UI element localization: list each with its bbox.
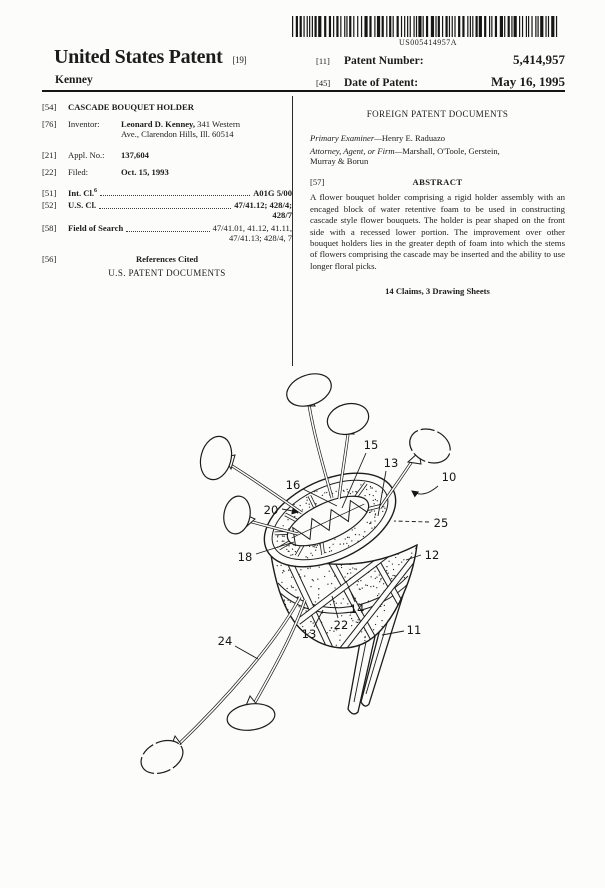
inventor-value bbox=[121, 120, 240, 139]
patent-date-label: Date of Patent: bbox=[344, 77, 419, 89]
field-tag: [22] bbox=[42, 166, 57, 177]
filed-label: Filed: bbox=[68, 166, 89, 177]
abstract-title: ABSTRACT bbox=[412, 177, 463, 187]
patent-number-value: 5,414,957 bbox=[513, 52, 565, 67]
patent-number-tag: [11] bbox=[316, 56, 330, 66]
figure-label: 22 bbox=[333, 618, 349, 632]
us-cl-value1: 47/41.12; 428/4; bbox=[234, 200, 292, 211]
dot-leader bbox=[126, 231, 209, 232]
dot-leader bbox=[100, 195, 250, 196]
invention-title: CASCADE BOUQUET HOLDER bbox=[68, 102, 194, 112]
examiner-line bbox=[310, 134, 565, 143]
figure-label: 15 bbox=[363, 438, 379, 452]
inventor-label: Inventor: bbox=[68, 119, 100, 130]
flower-head bbox=[282, 368, 335, 412]
right-column bbox=[310, 98, 565, 297]
field-of-search-value2: 47/41.13; 428/4, 7 bbox=[228, 232, 292, 243]
flower-head bbox=[324, 399, 372, 439]
examiner-name: Henry E. Raduazo bbox=[381, 133, 446, 144]
figure-label: 13 bbox=[301, 627, 317, 641]
flower-head bbox=[221, 494, 253, 536]
figure-label: 18 bbox=[237, 550, 253, 564]
figure-label: 12 bbox=[424, 548, 440, 562]
references-cited-title: References Cited bbox=[135, 253, 199, 264]
int-cl-row bbox=[42, 187, 292, 198]
abstract-text: A flower bouquet holder comprising a rigid holder assembly with an encaged block of water retentive foam to be used in constructing cascade style flower bouquets. The holder is pear shaped on the front side with a recessed lower portion. The improvement over other bouquet holders lies in the greater depth of foam into which the stems of flowers comprising the cascade may be inserted and the ability to use longer floral picks. bbox=[310, 192, 565, 271]
page-title bbox=[54, 46, 246, 69]
examiner-label: Primary Examiner— bbox=[310, 133, 382, 144]
figure-label: 10 bbox=[441, 470, 457, 484]
int-cl-superscript: 6 bbox=[94, 188, 98, 195]
dot-leader bbox=[99, 208, 231, 209]
inventor-address1: 341 Western bbox=[197, 119, 240, 130]
field-tag: [56] bbox=[42, 253, 57, 264]
patent-date-row bbox=[316, 74, 565, 90]
column-divider bbox=[292, 96, 293, 366]
abstract-heading bbox=[310, 178, 565, 187]
us-cl-value2: 428/7 bbox=[272, 209, 292, 220]
attorney-names1: Marshall, O'Toole, Gerstein, bbox=[402, 145, 500, 156]
leader-line bbox=[412, 486, 438, 494]
united-states-patent-title: United States Patent bbox=[54, 46, 223, 68]
flower-head bbox=[225, 701, 276, 733]
patent-drawing bbox=[0, 360, 605, 840]
inventor-row bbox=[42, 120, 292, 139]
figure-label: 14 bbox=[349, 602, 365, 616]
leader-line bbox=[394, 521, 429, 522]
field-of-search-label: Field of Search bbox=[68, 223, 124, 234]
attorney-names2: Murray & Borun bbox=[310, 156, 369, 167]
us-cl-row bbox=[42, 201, 292, 210]
filed-row bbox=[42, 168, 292, 177]
field-tag: [52] bbox=[42, 200, 57, 211]
field-tag: [58] bbox=[42, 223, 57, 234]
field-tag: [21] bbox=[42, 150, 57, 161]
kind-code-tag: [19] bbox=[232, 55, 247, 65]
figure-label: 16 bbox=[285, 478, 301, 492]
us-patent-documents-title: U.S. PATENT DOCUMENTS bbox=[108, 268, 226, 279]
filed-value: Oct. 15, 1993 bbox=[121, 166, 169, 177]
attorney-label: Attorney, Agent, or Firm— bbox=[310, 145, 403, 156]
flower-head bbox=[196, 433, 236, 483]
barcode-text: US005414957A bbox=[398, 38, 457, 47]
field-of-search-value1: 47/41.01, 41.12, 41.11, bbox=[212, 223, 292, 234]
figure-label: 20 bbox=[263, 503, 279, 517]
foreign-patent-documents-title: FOREIGN PATENT DOCUMENTS bbox=[366, 109, 509, 119]
inventor-name: Leonard D. Kenney, bbox=[121, 119, 196, 130]
field-tag: [76] bbox=[42, 119, 57, 130]
appl-no-value: 137,604 bbox=[121, 150, 149, 161]
inventor-surname: Kenney bbox=[55, 74, 93, 86]
appl-no-row bbox=[42, 151, 292, 160]
figure-label: 24 bbox=[217, 634, 233, 648]
figure-label: 13 bbox=[383, 456, 399, 470]
field-tag: [51] bbox=[42, 187, 57, 198]
patent-number-row bbox=[316, 52, 565, 68]
references-cited-heading bbox=[42, 255, 292, 264]
header-rule bbox=[42, 90, 565, 92]
figure-label: 25 bbox=[433, 516, 449, 530]
left-column bbox=[42, 98, 292, 285]
claims-note: 14 Claims, 3 Drawing Sheets bbox=[385, 286, 490, 297]
patent-number-label: Patent Number: bbox=[344, 55, 424, 67]
appl-no-label: Appl. No.: bbox=[68, 150, 105, 161]
patent-date-tag: [45] bbox=[316, 78, 331, 88]
field-tag: [57] bbox=[310, 177, 325, 187]
us-cl-label: U.S. Cl. bbox=[68, 200, 97, 211]
invention-title-row bbox=[42, 103, 292, 112]
barcode bbox=[292, 16, 565, 37]
leader-line bbox=[235, 646, 258, 659]
int-cl-label: Int. Cl.$^6$ bbox=[68, 187, 98, 198]
patent-date-value: May 16, 1995 bbox=[490, 74, 565, 89]
figure-label: 11 bbox=[406, 623, 422, 637]
attorney-line bbox=[310, 146, 565, 167]
inventor-address2: Ave., Clarendon Hills, Ill. 60514 bbox=[121, 128, 234, 139]
field-tag: [54] bbox=[42, 102, 57, 112]
int-cl-value: A01G 5/00 bbox=[253, 187, 292, 198]
